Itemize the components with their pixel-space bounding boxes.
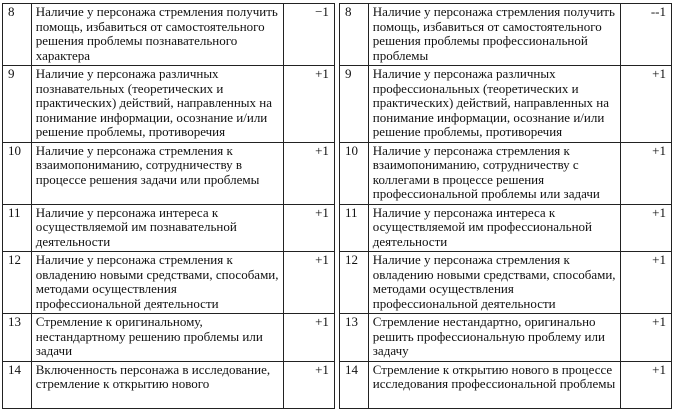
left-criterion-text: Наличие у персонажа стремления к овладению новыми средствами, способами, методами осуществления профессиональной деятельности bbox=[31, 252, 283, 314]
left-criterion-text: Наличие у персонажа стремления к взаимопониманию, сотрудничеству в процессе решения задачи или проблемы bbox=[31, 142, 283, 204]
right-row-number: 14 bbox=[340, 361, 369, 408]
table-row bbox=[3, 204, 672, 252]
right-row-number: 9 bbox=[340, 66, 369, 143]
right-score: +1 bbox=[620, 66, 671, 143]
left-criterion-text: Наличие у персонажа интереса к осуществляемой им познавательной деятельности bbox=[31, 204, 283, 252]
table-row bbox=[3, 142, 672, 204]
left-score: +1 bbox=[283, 252, 334, 314]
left-row-number: 12 bbox=[3, 252, 32, 314]
right-row-number: 13 bbox=[340, 314, 369, 362]
right-criterion-text: Наличие у персонажа стремления к овладению новыми средствами, способами, методами осуществления профессиональной деятельности bbox=[368, 252, 620, 314]
left-criterion-text: Стремление к оригинальному, нестандартному решению проблемы или задачи bbox=[31, 314, 283, 362]
criteria-table bbox=[2, 3, 672, 409]
right-criterion-text: Стремление к открытию нового в процессе исследования профессиональной проблемы bbox=[368, 361, 620, 408]
right-score: +1 bbox=[620, 361, 671, 408]
right-criterion-text: Наличие у персонажа стремления к взаимопониманию, сотрудничеству с коллегами в процессе решения профессиональной проблемы или задачи bbox=[368, 142, 620, 204]
right-criterion-text: Наличие у персонажа различных профессиональных (теоретических и практических) действий, направленных на понимание информации, осознание и/или решение проблемы, противоречия bbox=[368, 66, 620, 143]
left-score: +1 bbox=[283, 314, 334, 362]
left-criterion-text: Наличие у персонажа различных познавательных (теоретических и практических) действий, направленных на понимание информации, осознание и/или решение проблемы, противоречия bbox=[31, 66, 283, 143]
right-score: +1 bbox=[620, 142, 671, 204]
right-criterion-text: Наличие у персонажа интереса к осуществляемой им профессиональной деятельности bbox=[368, 204, 620, 252]
right-row-number: 10 bbox=[340, 142, 369, 204]
right-score: +1 bbox=[620, 314, 671, 362]
right-score: +1 bbox=[620, 252, 671, 314]
left-criterion-text: Включенность персонажа в исследование, стремление к открытию нового bbox=[31, 361, 283, 408]
right-row-number: 11 bbox=[340, 204, 369, 252]
left-score: +1 bbox=[283, 66, 334, 143]
right-criterion-text: Наличие у персонажа стремления получить помощь, избавиться от самостоятельного решения проблемы профессиональной проблемы bbox=[368, 4, 620, 66]
right-criterion-text: Стремление нестандартно, оригинально решить профессиональную проблему или задачу bbox=[368, 314, 620, 362]
table-row bbox=[3, 4, 672, 66]
left-row-number: 9 bbox=[3, 66, 32, 143]
right-row-number: 8 bbox=[340, 4, 369, 66]
left-score: −1 bbox=[283, 4, 334, 66]
right-score: +1 bbox=[620, 204, 671, 252]
right-score: --1 bbox=[620, 4, 671, 66]
table-row bbox=[3, 66, 672, 143]
left-row-number: 8 bbox=[3, 4, 32, 66]
left-score: +1 bbox=[283, 361, 334, 408]
left-score: +1 bbox=[283, 142, 334, 204]
left-row-number: 13 bbox=[3, 314, 32, 362]
table-row bbox=[3, 252, 672, 314]
right-row-number: 12 bbox=[340, 252, 369, 314]
table-row bbox=[3, 314, 672, 362]
left-score: +1 bbox=[283, 204, 334, 252]
left-row-number: 14 bbox=[3, 361, 32, 408]
left-row-number: 11 bbox=[3, 204, 32, 252]
left-row-number: 10 bbox=[3, 142, 32, 204]
left-criterion-text: Наличие у персонажа стремления получить помощь, избавиться от самостоятельного решения проблемы познавательного характера bbox=[31, 4, 283, 66]
